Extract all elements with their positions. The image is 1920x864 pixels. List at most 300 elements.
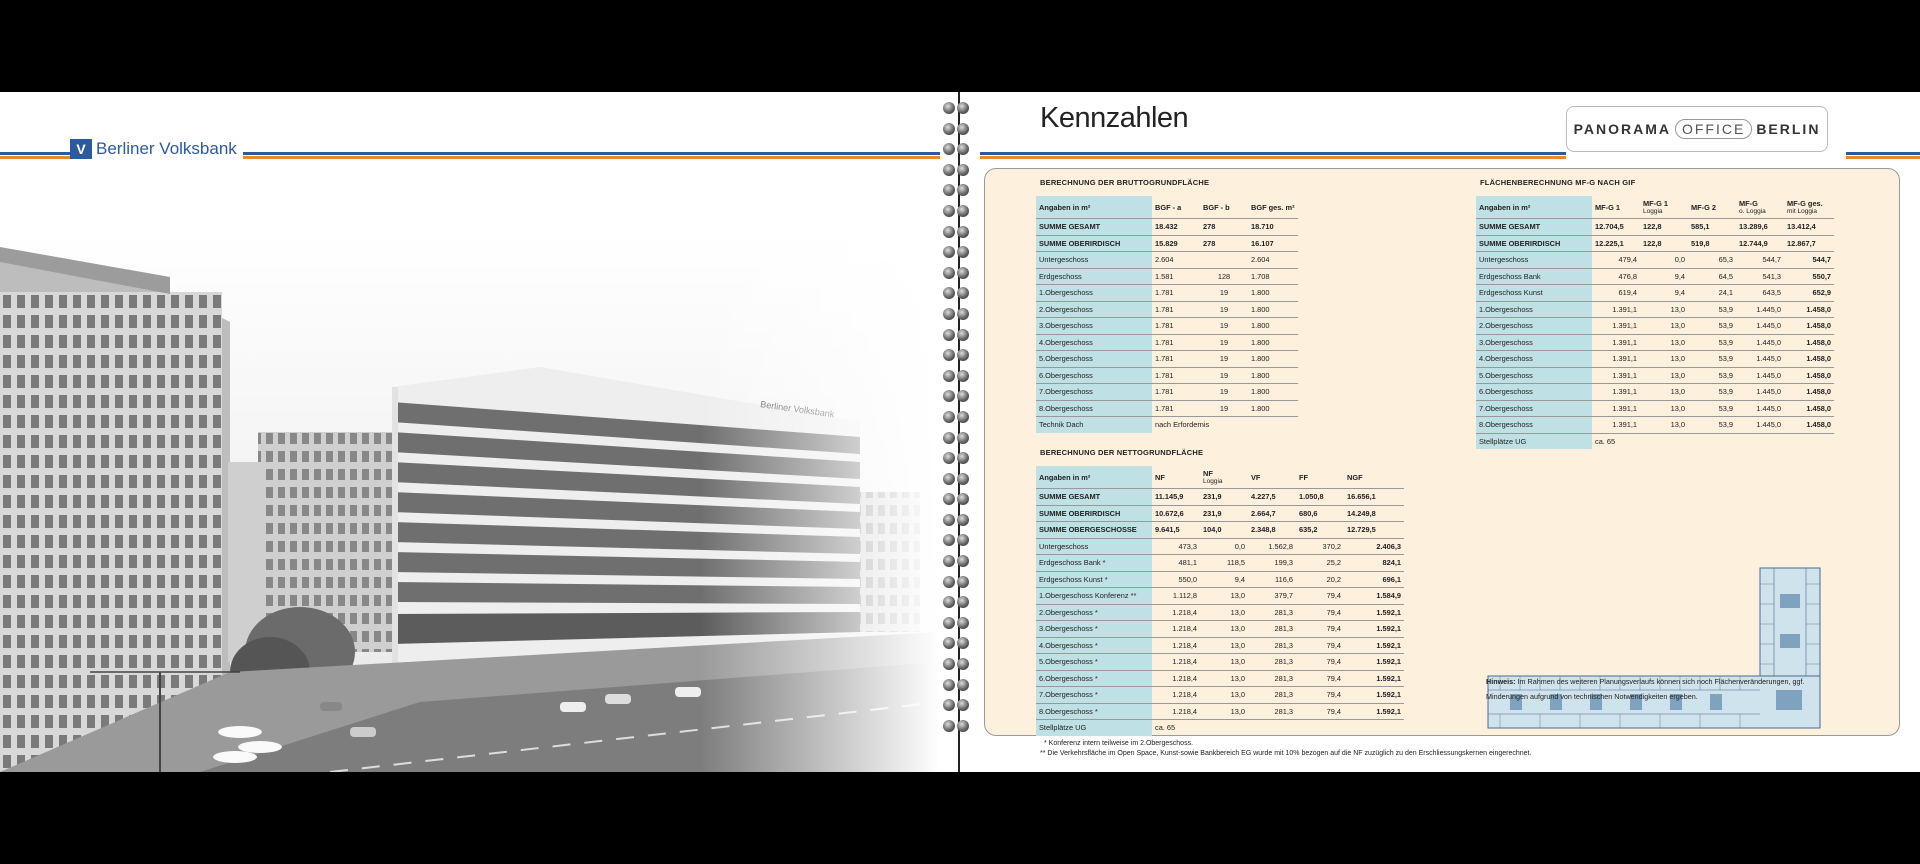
- cell: 1.218,4: [1152, 621, 1200, 638]
- column-header: MF-G 2: [1688, 196, 1736, 219]
- cell: 1.445,0: [1736, 400, 1784, 417]
- orange-stripe: [1846, 156, 1920, 159]
- cell: 53,9: [1688, 318, 1736, 335]
- binding-ring-icon: [943, 720, 971, 734]
- cell: 12.225,1: [1592, 235, 1640, 252]
- row-label: 2.Obergeschoss: [1476, 318, 1592, 335]
- cell: 1.458,0: [1784, 417, 1834, 434]
- binding-ring-icon: [943, 534, 971, 548]
- cell: 122,8: [1640, 235, 1688, 252]
- cell: 1.584,9: [1344, 588, 1404, 605]
- ngf-table: [1036, 466, 1404, 736]
- cell: 1.592,1: [1344, 687, 1404, 704]
- building-rendering: [0, 232, 940, 772]
- cell: 53,9: [1688, 417, 1736, 434]
- column-header: [1736, 196, 1784, 219]
- row-label: Untergeschoss: [1036, 252, 1152, 269]
- cell: 9.641,5: [1152, 522, 1200, 539]
- row-label: SUMME GESAMT: [1036, 219, 1152, 236]
- column-header-sub: Loggia: [1203, 478, 1223, 485]
- cell: [1200, 252, 1248, 269]
- blue-stripe: [1846, 152, 1920, 155]
- table-row: [1036, 720, 1404, 736]
- binding-ring-icon: [943, 287, 971, 301]
- cell: 19: [1200, 301, 1248, 318]
- table-row: [1036, 318, 1298, 335]
- cell: 10.672,6: [1152, 505, 1200, 522]
- logo-word-panorama: PANORAMA: [1573, 121, 1671, 137]
- cell: 19: [1200, 367, 1248, 384]
- binding-ring-icon: [943, 184, 971, 198]
- cell: 824,1: [1344, 555, 1404, 572]
- cell: 19: [1200, 318, 1248, 335]
- binding-ring-icon: [943, 555, 971, 569]
- cell: 79,4: [1296, 654, 1344, 671]
- row-label: 7.Obergeschoss: [1476, 400, 1592, 417]
- cell: 1.800: [1248, 400, 1298, 417]
- cell: 13,0: [1640, 417, 1688, 434]
- cell: 199,3: [1248, 555, 1296, 572]
- cell: 281,3: [1248, 637, 1296, 654]
- brochure-spread: [0, 92, 1920, 772]
- cell: 118,5: [1200, 555, 1248, 572]
- cell: 1.391,1: [1592, 334, 1640, 351]
- bgf-table: [1036, 196, 1298, 433]
- cell: 53,9: [1688, 351, 1736, 368]
- cell: 1.800: [1248, 334, 1298, 351]
- table-row: [1036, 334, 1298, 351]
- table-row: [1036, 522, 1404, 539]
- cell: 481,1: [1152, 555, 1200, 572]
- table-row: [1476, 252, 1834, 269]
- cell: 1.592,1: [1344, 604, 1404, 621]
- cell: 2.604: [1248, 252, 1298, 269]
- cell: 1.592,1: [1344, 703, 1404, 720]
- cell: 696,1: [1344, 571, 1404, 588]
- cell: 79,4: [1296, 637, 1344, 654]
- cell: 19: [1200, 334, 1248, 351]
- cell: 1.445,0: [1736, 384, 1784, 401]
- row-label: 4.Obergeschoss *: [1036, 637, 1152, 654]
- right-header-stripes-end: [1846, 152, 1920, 159]
- table-row: [1036, 505, 1404, 522]
- cell: 1.445,0: [1736, 367, 1784, 384]
- cell: 104,0: [1200, 522, 1248, 539]
- cell: 1.781: [1152, 334, 1200, 351]
- cell: 13.289,6: [1736, 219, 1784, 236]
- volksbank-brand: [70, 138, 243, 160]
- cell: 9,4: [1200, 571, 1248, 588]
- cell: 12.744,9: [1736, 235, 1784, 252]
- table-row: [1036, 489, 1404, 506]
- table-row: [1036, 235, 1298, 252]
- row-label: Erdgeschoss Bank: [1476, 268, 1592, 285]
- binding-ring-icon: [943, 390, 971, 404]
- row-label: Erdgeschoss: [1036, 268, 1152, 285]
- binding-ring-icon: [943, 473, 971, 487]
- binding-ring-icon: [943, 164, 971, 178]
- cell: 1.391,1: [1592, 351, 1640, 368]
- cell: 585,1: [1688, 219, 1736, 236]
- cell: 1.562,8: [1248, 538, 1296, 555]
- row-label: SUMME GESAMT: [1476, 219, 1592, 236]
- page-title: Kennzahlen: [1040, 102, 1189, 134]
- cell: 1.592,1: [1344, 621, 1404, 638]
- cell: 231,9: [1200, 489, 1248, 506]
- cell: 13,0: [1200, 621, 1248, 638]
- right-header-stripes: [980, 152, 1566, 159]
- mfg-title: FLÄCHENBERECHNUNG MF-G NACH GIF: [1480, 178, 1636, 187]
- cell: 15.829: [1152, 235, 1200, 252]
- cell: 1.050,8: [1296, 489, 1344, 506]
- row-label: 6.Obergeschoss *: [1036, 670, 1152, 687]
- table-row: [1476, 433, 1834, 449]
- row-label: 7.Obergeschoss: [1036, 384, 1152, 401]
- blue-stripe: [980, 152, 1566, 155]
- binding-ring-icon: [943, 576, 971, 590]
- cell: 619,4: [1592, 285, 1640, 302]
- cell: 1.458,0: [1784, 400, 1834, 417]
- column-header: BGF - a: [1152, 196, 1200, 219]
- row-label: 3.Obergeschoss: [1036, 318, 1152, 335]
- column-header: VF: [1248, 466, 1296, 489]
- cell: nach Erfordernis: [1155, 420, 1210, 430]
- hinweis-note: [1486, 674, 1806, 704]
- row-label: 5.Obergeschoss: [1476, 367, 1592, 384]
- column-header: FF: [1296, 466, 1344, 489]
- cell: 1.458,0: [1784, 318, 1834, 335]
- cell: 1.581: [1152, 268, 1200, 285]
- cell: 1.800: [1248, 301, 1298, 318]
- table-row: [1036, 571, 1404, 588]
- table-row: [1036, 219, 1298, 236]
- column-header: BGF - b: [1200, 196, 1248, 219]
- cell: 53,9: [1688, 301, 1736, 318]
- row-label: 1.Obergeschoss: [1036, 285, 1152, 302]
- binding-ring-icon: [943, 596, 971, 610]
- row-label: Erdgeschoss Bank *: [1036, 555, 1152, 572]
- footnote-2: ** Die Verkehrsfläche im Open Space, Kunst-sowie Bankbereich EG wurde mit 10% bezogen auf die NF zuzüglich zu den Erschliessungskernen eingerechnet.: [1040, 750, 1532, 757]
- row-label: 3.Obergeschoss: [1476, 334, 1592, 351]
- row-label: 3.Obergeschoss *: [1036, 621, 1152, 638]
- table-row: [1476, 318, 1834, 335]
- row-label: 8.Obergeschoss *: [1036, 703, 1152, 720]
- cell: 519,8: [1688, 235, 1736, 252]
- cell: 281,3: [1248, 703, 1296, 720]
- cell: 281,3: [1248, 654, 1296, 671]
- cell: 19: [1200, 400, 1248, 417]
- cell: 1.708: [1248, 268, 1298, 285]
- cell: 64,5: [1688, 268, 1736, 285]
- cell: 479,4: [1592, 252, 1640, 269]
- cell: 25,2: [1296, 555, 1344, 572]
- table-row: [1476, 301, 1834, 318]
- binding-ring-icon: [943, 349, 971, 363]
- table-row: [1476, 400, 1834, 417]
- cell: 65,3: [1688, 252, 1736, 269]
- cell: 14.249,8: [1344, 505, 1404, 522]
- cell: 1.391,1: [1592, 400, 1640, 417]
- cell: 1.391,1: [1592, 301, 1640, 318]
- row-label: Technik Dach: [1036, 417, 1152, 433]
- logo-word-berlin: BERLIN: [1756, 121, 1821, 137]
- table-row: [1476, 367, 1834, 384]
- cell: 1.800: [1248, 351, 1298, 368]
- column-header-sub: o. Loggia: [1739, 208, 1766, 215]
- cell: 79,4: [1296, 588, 1344, 605]
- cell: 13.412,4: [1784, 219, 1834, 236]
- cell: 12.867,7: [1784, 235, 1834, 252]
- cell: 1.218,4: [1152, 670, 1200, 687]
- cell: 13,0: [1200, 637, 1248, 654]
- row-label: 1.Obergeschoss: [1476, 301, 1592, 318]
- binding-ring-icon: [943, 452, 971, 466]
- row-label: Erdgeschoss Kunst *: [1036, 571, 1152, 588]
- cell: 2.604: [1152, 252, 1200, 269]
- cell: 2.664,7: [1248, 505, 1296, 522]
- table-row: [1036, 417, 1298, 433]
- cell: 1.592,1: [1344, 637, 1404, 654]
- row-label: Stellplätze UG: [1036, 720, 1152, 736]
- cell: 9,4: [1640, 268, 1688, 285]
- row-label: SUMME OBERGESCHOSSE: [1036, 522, 1152, 539]
- cell: 1.458,0: [1784, 367, 1834, 384]
- cell: 635,2: [1296, 522, 1344, 539]
- cell: 278: [1200, 219, 1248, 236]
- column-header: [1640, 196, 1688, 219]
- cell: 2.348,8: [1248, 522, 1296, 539]
- cell: 473,3: [1152, 538, 1200, 555]
- cell: 1.781: [1152, 367, 1200, 384]
- column-header: Angaben in m²: [1036, 196, 1152, 219]
- cell: 13,0: [1640, 351, 1688, 368]
- cell: 544,7: [1784, 252, 1834, 269]
- table-row: [1036, 400, 1298, 417]
- orange-stripe: [980, 156, 1566, 159]
- cell: 12.704,5: [1592, 219, 1640, 236]
- cell: 1.458,0: [1784, 301, 1834, 318]
- table-row: [1476, 285, 1834, 302]
- cell: 1.218,4: [1152, 687, 1200, 704]
- column-header: NGF: [1344, 466, 1404, 489]
- row-label: Stellplätze UG: [1476, 433, 1592, 449]
- cell: 128: [1200, 268, 1248, 285]
- column-header: MF-G 1: [1592, 196, 1640, 219]
- cell: 13,0: [1200, 588, 1248, 605]
- binding-ring-icon: [943, 226, 971, 240]
- cell: 1.391,1: [1592, 417, 1640, 434]
- column-header: BGF ges. m²: [1248, 196, 1298, 219]
- cell: 680,6: [1296, 505, 1344, 522]
- mfg-table: [1476, 196, 1834, 449]
- hinweis-label: Hinweis:: [1486, 677, 1516, 686]
- row-label: 2.Obergeschoss: [1036, 301, 1152, 318]
- cell: 1.218,4: [1152, 703, 1200, 720]
- row-label: 4.Obergeschoss: [1036, 334, 1152, 351]
- binding-ring-icon: [943, 432, 971, 446]
- table-row: [1036, 588, 1404, 605]
- binding-ring-icon: [943, 267, 971, 281]
- cell: 1.800: [1248, 318, 1298, 335]
- cell: 1.592,1: [1344, 654, 1404, 671]
- cell: 1.218,4: [1152, 604, 1200, 621]
- cell: 13,0: [1640, 318, 1688, 335]
- binding-ring-icon: [943, 411, 971, 425]
- row-label: 5.Obergeschoss: [1036, 351, 1152, 368]
- column-header: Angaben in m²: [1036, 466, 1152, 489]
- cell: 1.445,0: [1736, 417, 1784, 434]
- cell: 550,7: [1784, 268, 1834, 285]
- cell: 13,0: [1640, 384, 1688, 401]
- row-label: Untergeschoss: [1036, 538, 1152, 555]
- cell: 652,9: [1784, 285, 1834, 302]
- row-label: SUMME OBERIRDISCH: [1036, 235, 1152, 252]
- cell: 13,0: [1200, 670, 1248, 687]
- table-row: [1036, 367, 1298, 384]
- table-row: [1036, 687, 1404, 704]
- cell: 1.445,0: [1736, 301, 1784, 318]
- binding-ring-icon: [943, 370, 971, 384]
- table-row: [1036, 285, 1298, 302]
- cell: 79,4: [1296, 687, 1344, 704]
- cell: 1.445,0: [1736, 334, 1784, 351]
- cell: 281,3: [1248, 621, 1296, 638]
- table-row: [1036, 604, 1404, 621]
- cell: 24,1: [1688, 285, 1736, 302]
- cell: 281,3: [1248, 604, 1296, 621]
- column-header: [1784, 196, 1834, 219]
- cell: 13,0: [1640, 400, 1688, 417]
- table-header-row: [1036, 196, 1298, 219]
- binding-ring-icon: [943, 514, 971, 528]
- binding-ring-icon: [943, 308, 971, 322]
- cell: 1.800: [1248, 367, 1298, 384]
- column-header-label: MF-G ges.: [1787, 199, 1823, 208]
- cell: 16.107: [1248, 235, 1298, 252]
- cell: 1.391,1: [1592, 367, 1640, 384]
- row-label: 6.Obergeschoss: [1476, 384, 1592, 401]
- binding-ring-icon: [943, 658, 971, 672]
- cell: 1.391,1: [1592, 384, 1640, 401]
- binding-ring-icon: [943, 617, 971, 631]
- cell: 541,3: [1736, 268, 1784, 285]
- row-label: 5.Obergeschoss *: [1036, 654, 1152, 671]
- cell: 19: [1200, 285, 1248, 302]
- brand-name: Berliner Volksbank: [96, 139, 237, 158]
- cell: 4.227,5: [1248, 489, 1296, 506]
- cell: 1.781: [1152, 301, 1200, 318]
- column-header-sub: mit Loggia: [1787, 208, 1817, 215]
- cell: 20,2: [1296, 571, 1344, 588]
- row-label: 8.Obergeschoss: [1036, 400, 1152, 417]
- table-row: [1476, 219, 1834, 236]
- row-label: SUMME OBERIRDISCH: [1036, 505, 1152, 522]
- cell: 79,4: [1296, 604, 1344, 621]
- cell: 18.710: [1248, 219, 1298, 236]
- cell: 13,0: [1640, 301, 1688, 318]
- cell: 13,0: [1200, 687, 1248, 704]
- row-label: 2.Obergeschoss *: [1036, 604, 1152, 621]
- cell: 53,9: [1688, 400, 1736, 417]
- cell: 1.781: [1152, 285, 1200, 302]
- cell: 53,9: [1688, 384, 1736, 401]
- table-row: [1036, 268, 1298, 285]
- cell: 0,0: [1200, 538, 1248, 555]
- table-row: [1476, 417, 1834, 434]
- cell: 281,3: [1248, 687, 1296, 704]
- cell: 1.592,1: [1344, 670, 1404, 687]
- cell: 122,8: [1640, 219, 1688, 236]
- cell: 79,4: [1296, 621, 1344, 638]
- table-row: [1036, 555, 1404, 572]
- cell: 1.445,0: [1736, 318, 1784, 335]
- panorama-office-logo: [1566, 106, 1828, 152]
- cell: 1.218,4: [1152, 654, 1200, 671]
- cell: 13,0: [1200, 703, 1248, 720]
- cell: 1.391,1: [1592, 318, 1640, 335]
- cell: 16.656,1: [1344, 489, 1404, 506]
- cell: 1.458,0: [1784, 384, 1834, 401]
- table-row: [1036, 301, 1298, 318]
- cell: 1.112,8: [1152, 588, 1200, 605]
- table-row: [1036, 384, 1298, 401]
- cell: 13,0: [1640, 367, 1688, 384]
- cell: 278: [1200, 235, 1248, 252]
- cell: 19: [1200, 351, 1248, 368]
- table-row: [1036, 654, 1404, 671]
- volksbank-logo-icon: V: [70, 139, 92, 159]
- cell: 53,9: [1688, 367, 1736, 384]
- cell: 0,0: [1640, 252, 1688, 269]
- cell: 379,7: [1248, 588, 1296, 605]
- binding-ring-icon: [943, 102, 971, 116]
- binding-ring-icon: [943, 246, 971, 260]
- binding-ring-icon: [943, 205, 971, 219]
- cell: 1.445,0: [1736, 351, 1784, 368]
- cell: 643,5: [1736, 285, 1784, 302]
- table-row: [1036, 538, 1404, 555]
- binding-ring-icon: [943, 329, 971, 343]
- cell: 1.800: [1248, 384, 1298, 401]
- cell: 231,9: [1200, 505, 1248, 522]
- cell: ca. 65: [1595, 436, 1616, 446]
- row-label: 6.Obergeschoss: [1036, 367, 1152, 384]
- cell: 1.781: [1152, 318, 1200, 335]
- table-row: [1476, 235, 1834, 252]
- row-label: 8.Obergeschoss: [1476, 417, 1592, 434]
- cell: 1.781: [1152, 400, 1200, 417]
- cell: 2.406,3: [1344, 538, 1404, 555]
- cell: 1.800: [1248, 285, 1298, 302]
- cell: 13,0: [1640, 334, 1688, 351]
- row-label: 7.Obergeschoss *: [1036, 687, 1152, 704]
- column-header-label: MF-G 1: [1643, 199, 1669, 208]
- cell: ca. 65: [1155, 723, 1176, 733]
- table-row: [1476, 334, 1834, 351]
- floor-plan: [1480, 564, 1824, 736]
- binding-ring-icon: [943, 679, 971, 693]
- column-header: [1200, 466, 1248, 489]
- table-header-row: [1476, 196, 1834, 219]
- table-row: [1476, 268, 1834, 285]
- footnote-1: * Konferenz intern teilweise im 2.Obergeschoss.: [1044, 740, 1194, 747]
- table-row: [1476, 384, 1834, 401]
- column-header: NF: [1152, 466, 1200, 489]
- spiral-binding: [943, 102, 973, 740]
- cell: 1.458,0: [1784, 351, 1834, 368]
- row-label: SUMME GESAMT: [1036, 489, 1152, 506]
- cell: 550,0: [1152, 571, 1200, 588]
